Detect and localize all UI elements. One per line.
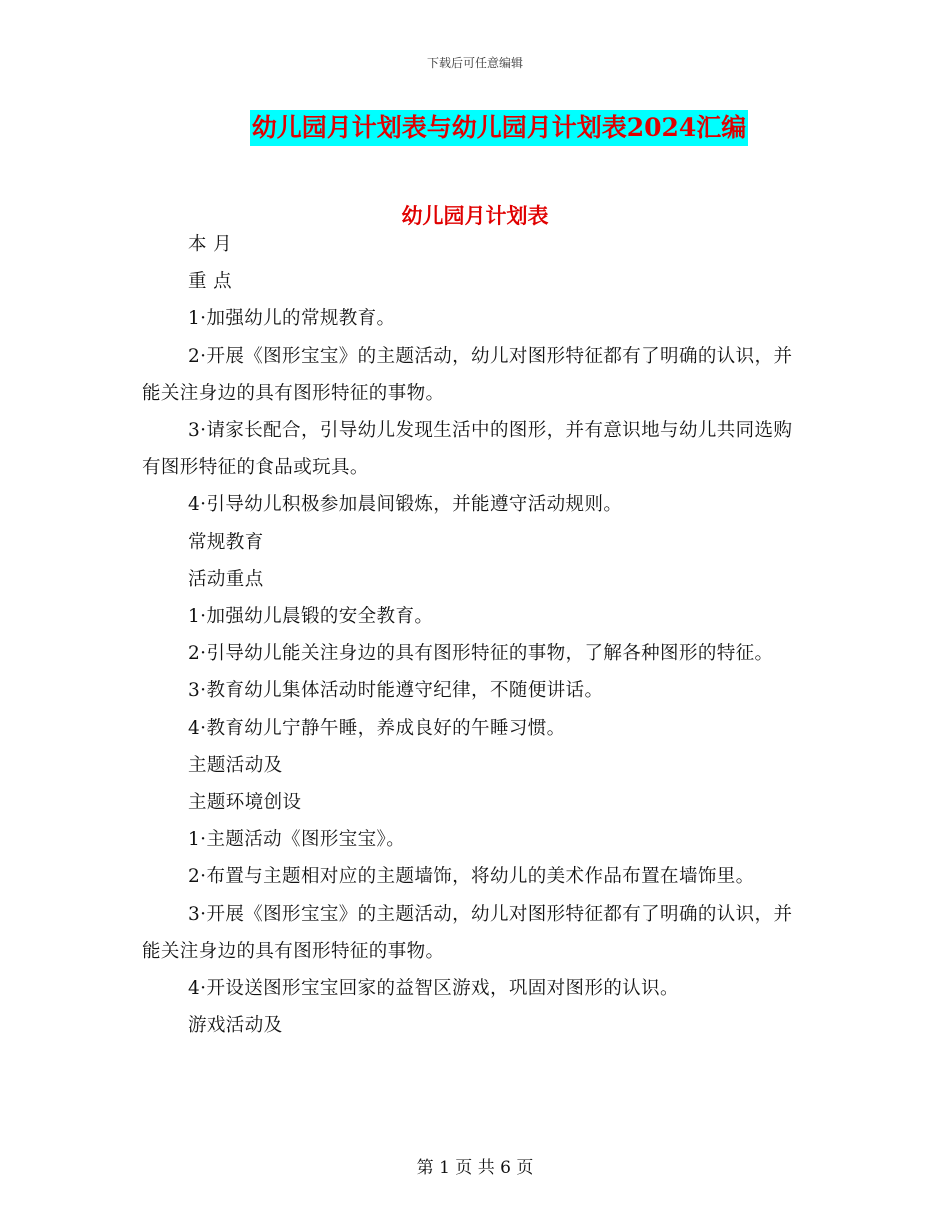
paragraph: 常规教育 <box>188 531 264 553</box>
paragraph: 3·教育幼儿集体活动时能遵守纪律，不随便讲话。 <box>188 680 604 702</box>
paragraph: 1·加强幼儿晨锻的安全教育。 <box>188 606 434 628</box>
paragraph: 游戏活动及 <box>188 1015 283 1037</box>
paragraph: 2·开展《图形宝宝》的主题活动，幼儿对图形特征都有了明确的认识，并能关注身边的具有图形特征的事物。 <box>142 345 793 404</box>
paragraph: 主题环境创设 <box>188 792 302 814</box>
document-title: 幼儿园月计划表与幼儿园月计划表2024汇编 <box>250 110 749 146</box>
paragraph: 3·开展《图形宝宝》的主题活动，幼儿对图形特征都有了明确的认识，并能关注身边的具有图形特征的事物。 <box>142 903 793 962</box>
document-title-wrapper <box>0 110 950 146</box>
paragraph: 4·教育幼儿宁静午睡，养成良好的午睡习惯。 <box>188 717 566 739</box>
paragraph: 主题活动及 <box>188 754 283 776</box>
paragraph: 1·主题活动《图形宝宝》。 <box>188 829 406 851</box>
header-note: 下载后可任意编辑 <box>426 56 523 70</box>
paragraph: 3·请家长配合，引导幼儿发现生活中的图形，并有意识地与幼儿共同选购有图形特征的食品或玩具。 <box>142 420 793 479</box>
paragraph: 4·引导幼儿积极参加晨间锻炼，并能遵守活动规则。 <box>188 494 623 516</box>
paragraph: 4·开设送图形宝宝回家的益智区游戏，巩固对图形的认识。 <box>188 978 679 1000</box>
paragraph: 本 月 <box>188 234 233 255</box>
paragraph: 2·引导幼儿能关注身边的具有图形特征的事物，了解各种图形的特征。 <box>188 643 774 665</box>
document-body <box>142 226 808 1044</box>
paragraph: 1·加强幼儿的常规教育。 <box>188 308 396 330</box>
page-footer: 第 1 页 共 6 页 <box>416 1158 534 1178</box>
section-title: 幼儿园月计划表 <box>401 203 549 228</box>
paragraph: 活动重点 <box>188 568 264 590</box>
paragraph: 2·布置与主题相对应的主题墙饰，将幼儿的美术作品布置在墙饰里。 <box>188 866 755 888</box>
paragraph: 重 点 <box>188 271 233 293</box>
